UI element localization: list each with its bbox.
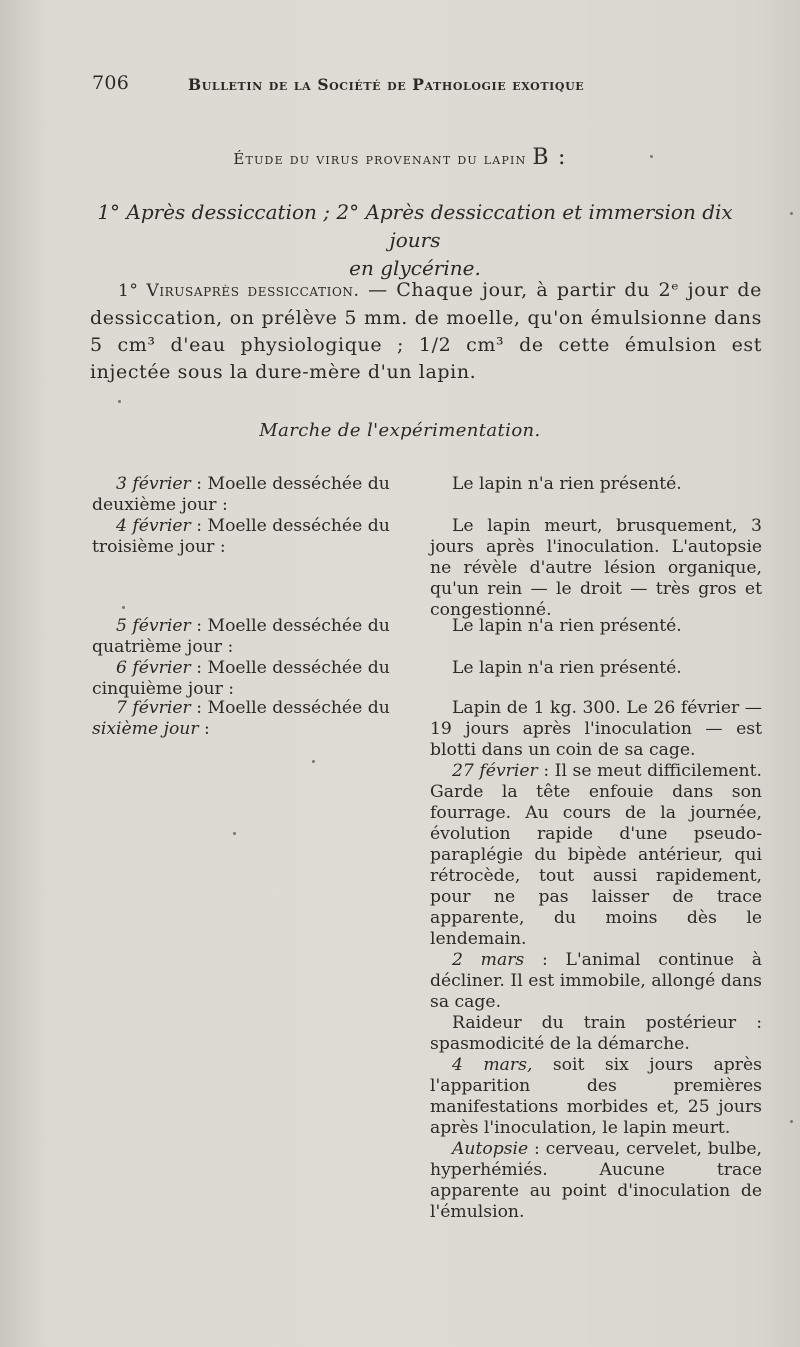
page-number: 706 <box>92 72 130 94</box>
entry-right-p5-date: 4 mars, <box>452 1055 533 1075</box>
entry-right-p1: Lapin de 1 kg. 300. Le 26 février — 19 jours après l'inoculation — est blotti dans un coin de sa cage. <box>430 698 762 760</box>
intro-paragraph <box>90 277 762 386</box>
entry-left-7-fevrier <box>92 698 392 740</box>
entry-right-p5-text: soit six jours après l'apparition des premières manifestations morbides et, 25 jours après l'inoculation, le lapin meurt. <box>430 1055 762 1138</box>
entry-right-p6 <box>430 1139 762 1223</box>
entry-right-6-fevrier <box>430 658 762 679</box>
entry-right-p4: Raideur du train postérieur : spasmodicité de la démarche. <box>430 1013 762 1054</box>
entry-right-p3 <box>430 950 762 1013</box>
entry-left-italic: sixième jour <box>92 719 199 739</box>
entry-left-text: : Moelle desséchée du <box>190 698 390 718</box>
entry-right-p2 <box>430 761 762 950</box>
entry-left-3-fevrier <box>92 474 392 516</box>
entry-right-3-fevrier <box>430 474 762 495</box>
entry-date: 4 février <box>116 516 191 536</box>
entry-right-text: Le lapin n'a rien présenté. <box>452 616 682 636</box>
intro-body: — Chaque jour, à partir du 2ᵉ jour de dessiccation, on prélève 5 mm. de moelle, qu'on émulsionne dans 5 cm³ d'eau physiologique ; 1/2 cm³ de cette émulsion est injectée sous la dure-mère d'un lapin. <box>90 279 762 383</box>
entry-date: 5 février <box>116 616 191 636</box>
intro-lead: 1° Virusaprès dessiccation. <box>118 281 360 301</box>
entry-right-p6-date: Autopsie <box>452 1139 529 1159</box>
entry-left-text: : Moelle desséchée du cinquième jour : <box>92 658 390 699</box>
entry-right-4-fevrier <box>430 516 762 621</box>
scan-speck <box>650 155 653 158</box>
entry-right-p5 <box>430 1055 762 1139</box>
scan-speck <box>312 760 315 763</box>
section-heading-text: Étude du virus provenant du lapin <box>233 150 527 168</box>
entry-left-text: : Moelle desséchée du quatrième jour : <box>92 616 390 657</box>
subtitle-line-2: en glycérine. <box>349 256 481 280</box>
entry-date: 7 février <box>116 698 191 718</box>
scan-speck <box>790 1120 793 1123</box>
scan-speck <box>790 212 793 215</box>
scan-speck <box>233 832 236 835</box>
running-title: Bulletin de la Société de Pathologie exotique <box>188 75 585 94</box>
scan-speck <box>118 400 121 403</box>
entry-right-p3-date: 2 mars <box>452 950 525 970</box>
entry-left-text: : Moelle desséchée du deuxième jour : <box>92 474 390 515</box>
entry-right-p3-text: : L'animal continue à décliner. Il est immobile, allongé dans sa cage. <box>430 950 762 1012</box>
entry-left-text: : Moelle desséchée du troisième jour : <box>92 516 390 557</box>
entry-right-p6-text: : cerveau, cervelet, bulbe, hyperhémiés. Aucune trace apparente au point d'inoculation de l'émulsion. <box>430 1139 762 1222</box>
subtitle-line-1: 1° Après dessiccation ; 2° Après dessiccation et immersion dix jours <box>97 200 733 252</box>
entry-left-5-fevrier <box>92 616 392 658</box>
entry-left-4-fevrier <box>92 516 392 558</box>
entry-right-text: Le lapin meurt, brusquement, 3 jours après l'inoculation. L'autopsie ne révèle d'autre lésion organique, qu'un rein — le droit — très gros et congestionné. <box>430 516 762 620</box>
entry-right-p2-date: 27 février <box>452 761 538 781</box>
entry-left-6-fevrier <box>92 658 392 700</box>
entry-right-text: Le lapin n'a rien présenté. <box>452 658 682 678</box>
subtitle <box>90 198 740 282</box>
entry-right-5-fevrier <box>430 616 762 637</box>
intro-text <box>90 277 762 386</box>
entry-right-text: Le lapin n'a rien présenté. <box>452 474 682 494</box>
scan-speck <box>122 606 125 609</box>
entry-date: 3 février <box>116 474 191 494</box>
section-heading <box>0 145 800 170</box>
march-title: Marche de l'expérimentation. <box>259 420 541 441</box>
entry-right-p2-text: : Il se meut difficilement. Garde la tête enfouie dans son fourrage. Au cours de la journée, évolution rapide d'une pseudo-paraplégie du bipède antérieur, qui rétrocède, tout aussi rapidement, pour ne pas laisser de trace apparente, du moins dès le lendemain. <box>430 761 762 949</box>
entry-right-7-fevrier <box>430 698 762 1223</box>
entry-date: 6 février <box>116 658 191 678</box>
section-heading-letter: B : <box>532 145 567 170</box>
entry-left-tail: : <box>198 719 210 739</box>
